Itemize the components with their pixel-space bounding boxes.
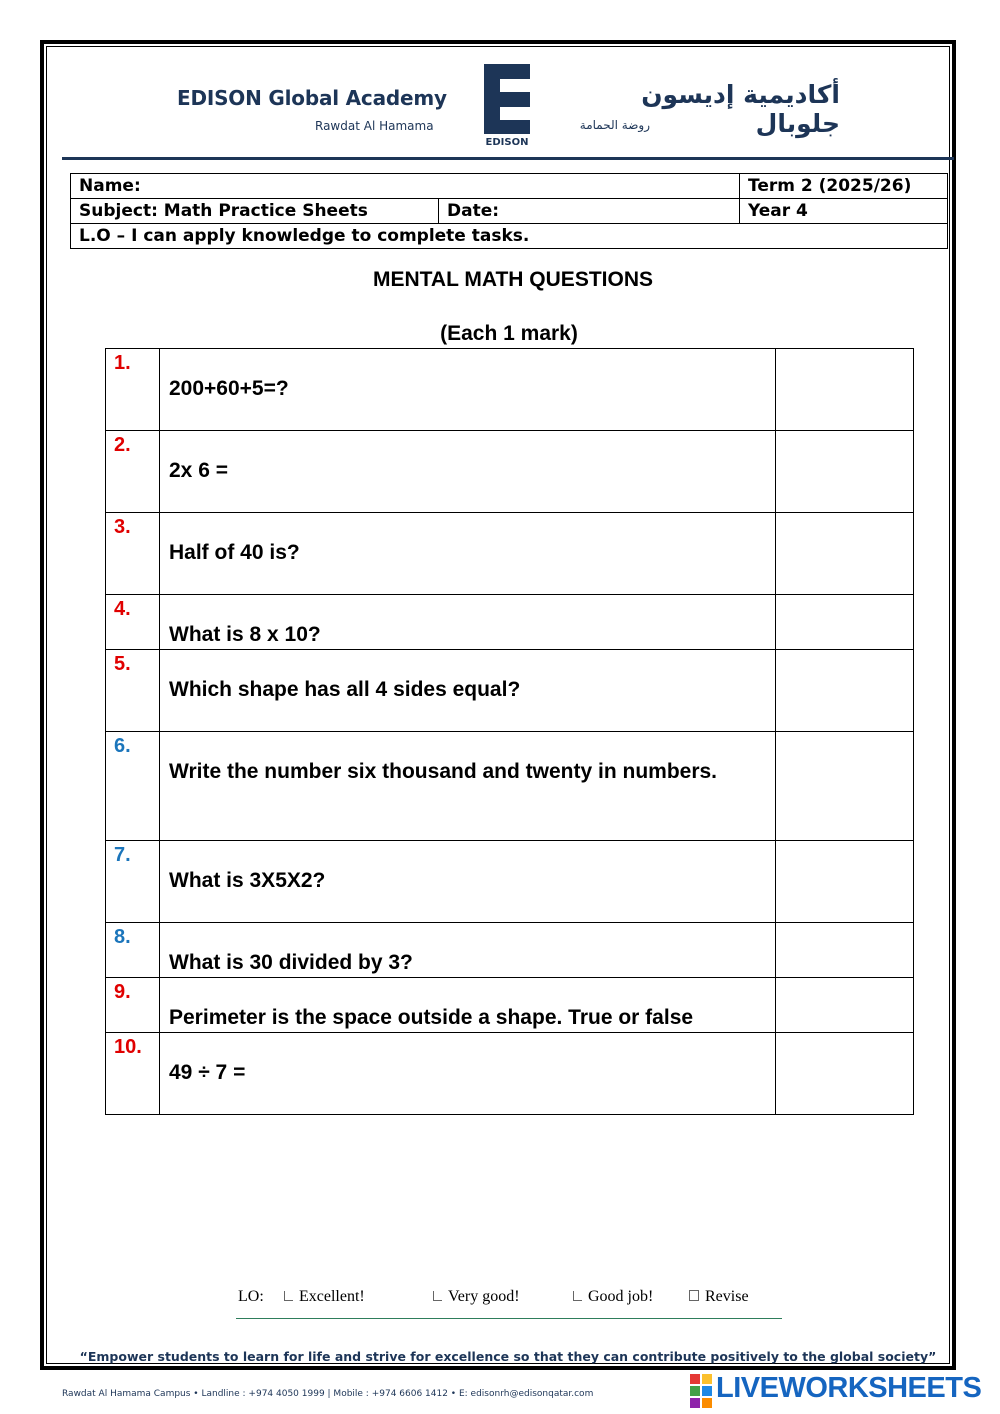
lo-divider bbox=[236, 1318, 782, 1319]
answer-box[interactable] bbox=[776, 841, 914, 923]
logo-wordmark: EDISON bbox=[485, 137, 529, 148]
edison-logo-icon bbox=[484, 64, 530, 134]
page-subtitle: (Each 1 mark) bbox=[440, 322, 578, 345]
lo-option-revise[interactable]: Revise bbox=[689, 1288, 749, 1306]
questions-table bbox=[105, 348, 914, 1115]
liveworksheets-watermark[interactable]: LIVEWORKSHEETS bbox=[716, 1372, 982, 1404]
table-row bbox=[106, 732, 914, 841]
question-text: Write the number six thousand and twenty in numbers. bbox=[169, 760, 718, 783]
name-field[interactable]: Name: bbox=[71, 174, 740, 199]
table-row bbox=[106, 513, 914, 595]
table-row bbox=[106, 1033, 914, 1115]
lo-option-very-good[interactable]: Very good! bbox=[433, 1288, 520, 1306]
question-text: 2x 6 = bbox=[169, 459, 228, 482]
liveworksheets-logo-icon bbox=[690, 1374, 712, 1408]
checkbox-icon[interactable] bbox=[689, 1290, 699, 1301]
subject-cell: Subject: Math Practice Sheets bbox=[71, 199, 439, 224]
learning-objective: L.O – I can apply knowledge to complete tasks. bbox=[71, 224, 948, 249]
question-number: 7. bbox=[106, 841, 160, 923]
answer-box[interactable] bbox=[776, 1033, 914, 1115]
question-text: Perimeter is the space outside a shape. True or false bbox=[169, 1006, 694, 1029]
question-number: 6. bbox=[106, 732, 160, 841]
question-number: 10. bbox=[106, 1033, 160, 1115]
answer-box[interactable] bbox=[776, 349, 914, 431]
question-text: What is 8 x 10? bbox=[169, 623, 321, 646]
date-field[interactable]: Date: bbox=[439, 199, 740, 224]
lo-option-good-job[interactable]: Good job! bbox=[573, 1288, 653, 1306]
question-text: What is 3X5X2? bbox=[169, 869, 326, 892]
answer-box[interactable] bbox=[776, 732, 914, 841]
question-number: 1. bbox=[106, 349, 160, 431]
year-cell: Year 4 bbox=[740, 199, 948, 224]
school-name-ar: أكاديمية إديسون جلوبال bbox=[641, 80, 840, 138]
answer-box[interactable] bbox=[776, 595, 914, 650]
checkbox-icon[interactable] bbox=[284, 1291, 293, 1301]
question-text: Half of 40 is? bbox=[169, 541, 300, 564]
page-title: MENTAL MATH QUESTIONS bbox=[373, 268, 653, 291]
contact-footer: Rawdat Al Hamama Campus • Landline : +974 4050 1999 | Mobile : +974 6606 1412 • E: edisonrh@edisonqatar.com bbox=[62, 1389, 594, 1399]
student-info-table bbox=[70, 173, 948, 249]
header-divider bbox=[62, 157, 954, 160]
table-row bbox=[106, 431, 914, 513]
answer-box[interactable] bbox=[776, 978, 914, 1033]
table-row bbox=[106, 978, 914, 1033]
lo-label: LO: bbox=[238, 1288, 264, 1305]
campus-name-en: Rawdat Al Hamama bbox=[315, 119, 434, 133]
checkbox-icon[interactable] bbox=[433, 1291, 442, 1301]
table-row bbox=[106, 841, 914, 923]
table-row bbox=[106, 650, 914, 732]
school-name-en: EDISON Global Academy bbox=[177, 86, 447, 110]
question-text: Which shape has all 4 sides equal? bbox=[169, 678, 521, 701]
checkbox-icon[interactable] bbox=[573, 1291, 582, 1301]
answer-box[interactable] bbox=[776, 923, 914, 978]
term-cell: Term 2 (2025/26) bbox=[740, 174, 948, 199]
answer-box[interactable] bbox=[776, 431, 914, 513]
table-row bbox=[106, 349, 914, 431]
question-text: 200+60+5=? bbox=[169, 377, 289, 400]
question-number: 5. bbox=[106, 650, 160, 732]
lo-option-excellent[interactable]: Excellent! bbox=[284, 1288, 365, 1306]
table-row bbox=[106, 923, 914, 978]
question-number: 8. bbox=[106, 923, 160, 978]
school-motto: “Empower students to learn for life and strive for excellence so that they can contribute positively to the global society” bbox=[79, 1349, 937, 1364]
table-row bbox=[106, 595, 914, 650]
question-number: 2. bbox=[106, 431, 160, 513]
question-text: What is 30 divided by 3? bbox=[169, 951, 413, 974]
answer-box[interactable] bbox=[776, 650, 914, 732]
answer-box[interactable] bbox=[776, 513, 914, 595]
question-number: 3. bbox=[106, 513, 160, 595]
question-number: 4. bbox=[106, 595, 160, 650]
campus-name-ar: روضة الحمامة bbox=[579, 118, 650, 132]
question-number: 9. bbox=[106, 978, 160, 1033]
question-text: 49 ÷ 7 = bbox=[169, 1061, 246, 1084]
